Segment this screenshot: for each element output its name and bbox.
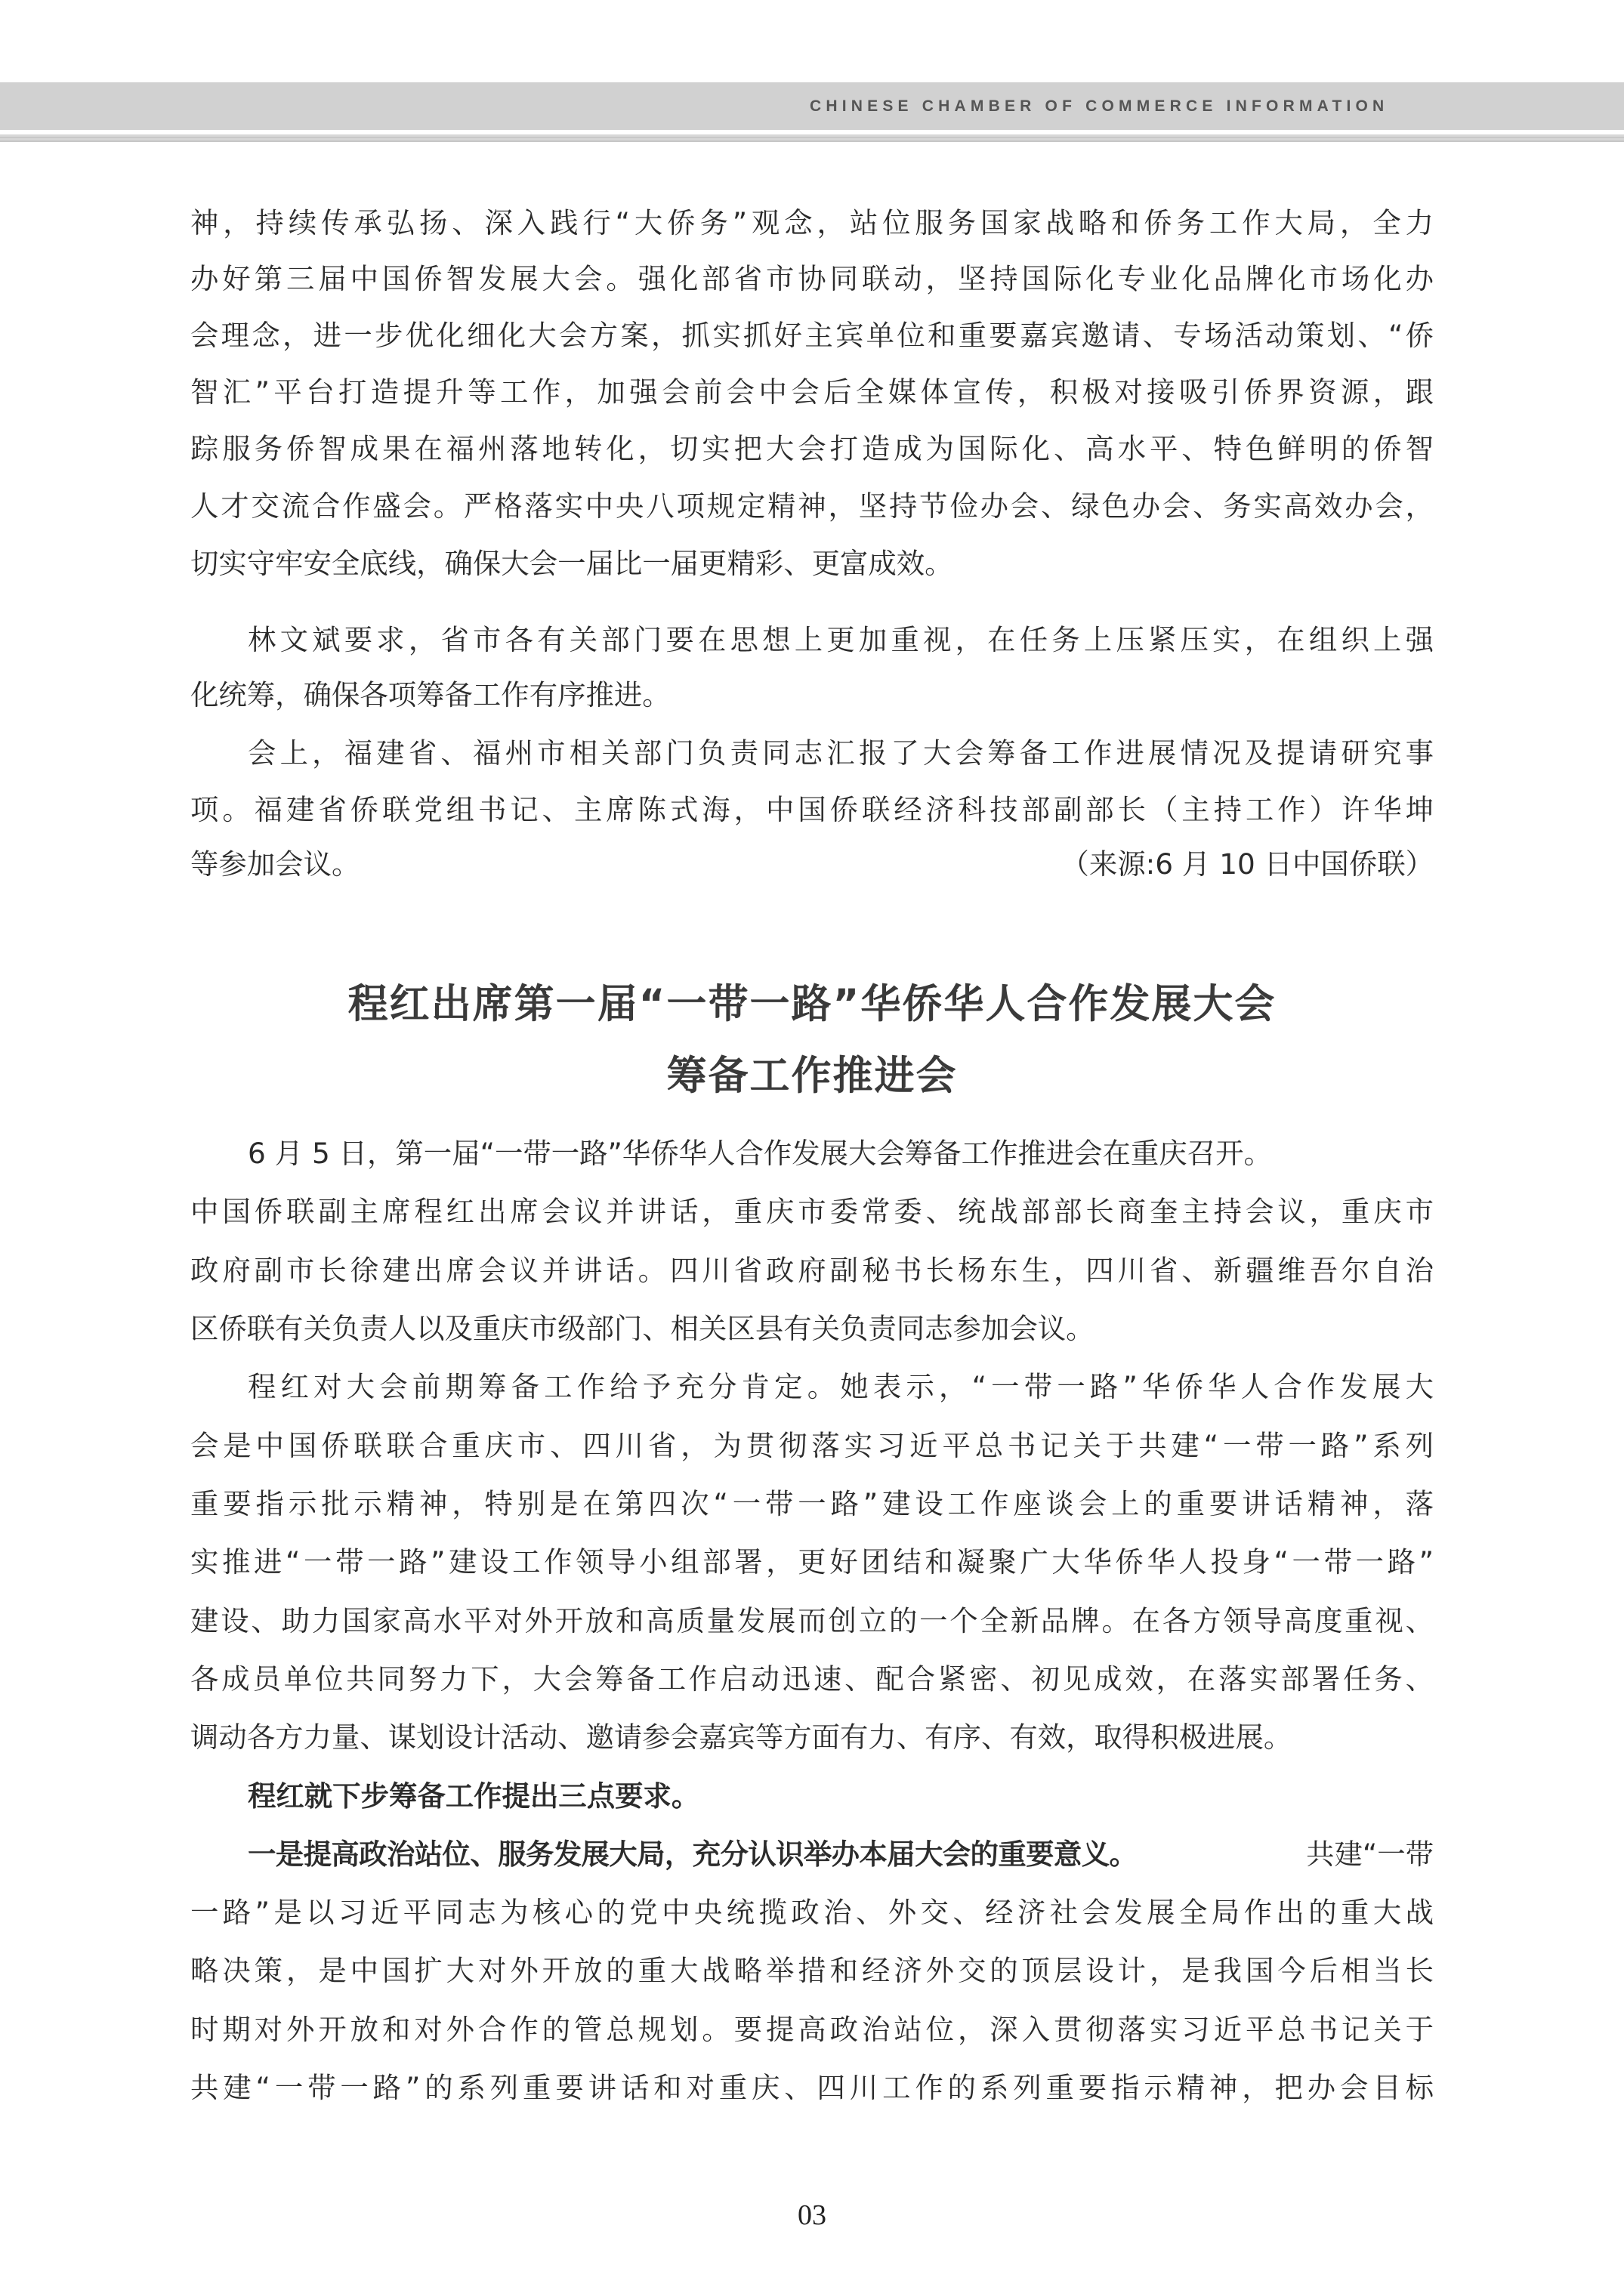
body-line: 会是中国侨联联合重庆市、四川省，为贯彻落实习近平总书记关于共建“一带一路”系列 — [190, 1429, 1434, 1462]
body-line: 等参加会议。 — [190, 847, 360, 881]
body-line: 实推进“一带一路”建设工作领导小组部署，更好团结和凝聚广大华侨华人投身“一带一路” — [190, 1545, 1434, 1579]
body-line: 会理念，进一步优化细化大会方案，抓实抓好主宾单位和重要嘉宾邀请、专场活动策划、“侨 — [190, 319, 1434, 352]
body-line: 略决策，是中国扩大对外开放的重大战略举措和经济外交的顶层设计，是我国今后相当长 — [190, 1954, 1434, 1987]
body-line: 各成员单位共同努力下，大会筹备工作启动迅速、配合紧密、初见成效，在落实部署任务、 — [190, 1662, 1434, 1696]
body-line: 踪服务侨智成果在福州落地转化，切实把大会打造成为国际化、高水平、特色鲜明的侨智 — [190, 432, 1434, 465]
publication-name: CHINESE CHAMBER OF COMMERCE INFORMATION — [810, 97, 1389, 115]
body-text: 共建“一带 — [1306, 1838, 1434, 1871]
article-title: 筹备工作推进会 — [666, 1053, 958, 1099]
body-line — [248, 1839, 1434, 1869]
page-number: 03 — [798, 2199, 826, 2231]
body-line: 神，持续传承弘扬、深入践行“大侨务”观念，站位服务国家战略和侨务工作大局，全力 — [190, 206, 1434, 239]
body-line: 办好第三届中国侨智发展大会。强化部省市协同联动，坚持国际化专业化品牌化市场化办 — [190, 262, 1434, 295]
body-line-bold: 程红就下步筹备工作提出三点要求。 — [248, 1779, 700, 1813]
body-line: 区侨联有关负责人以及重庆市级部门、相关区县有关负责同志参加会议。 — [190, 1312, 1095, 1345]
body-line: 化统筹，确保各项筹备工作有序推进。 — [190, 678, 671, 711]
body-line: 建设、助力国家高水平对外开放和高质量发展而创立的一个全新品牌。在各方领导高度重视、 — [190, 1604, 1434, 1637]
body-line: 政府副市长徐建出席会议并讲话。四川省政府副秘书长杨东生，四川省、新疆维吾尔自治 — [190, 1254, 1434, 1287]
body-line: 时期对外开放和对外合作的管总规划。要提高政治站位，深入贯彻落实习近平总书记关于 — [190, 2013, 1434, 2046]
header-rule — [0, 140, 1624, 142]
body-line: 重要指示批示精神，特别是在第四次“一带一路”建设工作座谈会上的重要讲话精神，落 — [190, 1487, 1434, 1520]
body-line: 一路”是以习近平同志为核心的党中央统揽政治、外交、经济社会发展全局作出的重大战 — [190, 1896, 1434, 1929]
body-line: 程红对大会前期筹备工作给予充分肯定。她表示，“一带一路”华侨华人合作发展大 — [248, 1370, 1434, 1403]
point-heading: 一是提高政治站位、服务发展大局，充分认识举办本届大会的重要意义。 — [248, 1838, 1138, 1871]
article-source: （来源:6 月 10 日中国侨联） — [1061, 847, 1434, 881]
body-line: 智汇”平台打造提升等工作，加强会前会中会后全媒体宣传，积极对接吸引侨界资源，跟 — [190, 375, 1434, 409]
body-line: 项。福建省侨联党组书记、主席陈式海，中国侨联经济科技部副部长（主持工作）许华坤 — [190, 793, 1434, 826]
article-title: 程红出席第一届“一带一路”华侨华人合作发展大会 — [347, 981, 1277, 1027]
body-line: 共建“一带一路”的系列重要讲话和对重庆、四川工作的系列重要指示精神，把办会目标 — [190, 2071, 1434, 2104]
body-line: 6 月 5 日，第一届“一带一路”华侨华人合作发展大会筹备工作推进会在重庆召开。 — [248, 1137, 1272, 1170]
body-line: 林文斌要求，省市各有关部门要在思想上更加重视，在任务上压紧压实，在组织上强 — [248, 623, 1434, 656]
body-line: 会上，福建省、福州市相关部门负责同志汇报了大会筹备工作进展情况及提请研究事 — [248, 736, 1434, 770]
body-line: 人才交流合作盛会。严格落实中央八项规定精神，坚持节俭办会、绿色办会、务实高效办会， — [190, 489, 1434, 523]
body-line: 调动各方力量、谋划设计活动、邀请参会嘉宾等方面有力、有序、有效，取得积极进展。 — [190, 1721, 1292, 1754]
body-line: 中国侨联副主席程红出席会议并讲话，重庆市委常委、统战部部长商奎主持会议，重庆市 — [190, 1195, 1434, 1228]
body-line: 切实守牢安全底线，确保大会一届比一届更精彩、更富成效。 — [190, 547, 953, 580]
